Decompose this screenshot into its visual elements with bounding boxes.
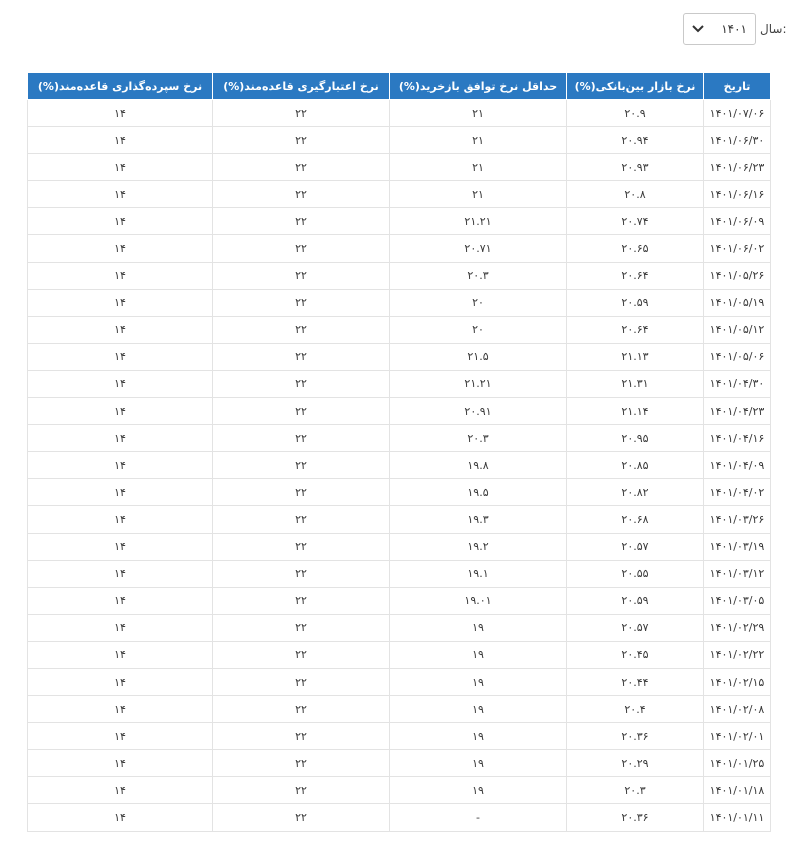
cell-interbank-rate: ۲۰.۷۴ <box>567 208 704 235</box>
cell-interbank-rate: ۲۰.۹۳ <box>567 154 704 181</box>
table-row <box>28 425 771 452</box>
cell-standing-credit-rate: ۲۲ <box>213 181 390 208</box>
cell-min-repo-rate: ۲۱ <box>390 154 567 181</box>
cell-standing-deposit-rate: ۱۴ <box>28 668 213 695</box>
cell-standing-credit-rate: ۲۲ <box>213 668 390 695</box>
year-select[interactable] <box>683 13 756 45</box>
cell-min-repo-rate: ۱۹.۸ <box>390 452 567 479</box>
cell-standing-credit-rate: ۲۲ <box>213 641 390 668</box>
cell-standing-credit-rate: ۲۲ <box>213 289 390 316</box>
cell-standing-deposit-rate: ۱۴ <box>28 235 213 262</box>
cell-min-repo-rate: ۱۹ <box>390 750 567 777</box>
cell-date: ۱۴۰۱/۰۳/۰۵ <box>704 587 771 614</box>
cell-standing-credit-rate: ۲۲ <box>213 479 390 506</box>
cell-min-repo-rate: ۱۹ <box>390 696 567 723</box>
cell-interbank-rate: ۲۰.۶۵ <box>567 235 704 262</box>
cell-date: ۱۴۰۱/۰۲/۰۱ <box>704 723 771 750</box>
cell-date: ۱۴۰۱/۰۶/۱۶ <box>704 181 771 208</box>
cell-standing-deposit-rate: ۱۴ <box>28 289 213 316</box>
cell-interbank-rate: ۲۰.۴ <box>567 696 704 723</box>
cell-date: ۱۴۰۱/۰۴/۰۲ <box>704 479 771 506</box>
cell-date: ۱۴۰۱/۰۳/۱۲ <box>704 560 771 587</box>
header-standing-deposit-rate[interactable]: نرخ سپرده‌گذاری قاعده‌مند(%) <box>28 73 213 100</box>
cell-standing-deposit-rate: ۱۴ <box>28 262 213 289</box>
cell-standing-credit-rate: ۲۲ <box>213 262 390 289</box>
cell-date: ۱۴۰۱/۰۶/۰۲ <box>704 235 771 262</box>
cell-date: ۱۴۰۱/۰۳/۱۹ <box>704 533 771 560</box>
table-row <box>28 723 771 750</box>
cell-standing-deposit-rate: ۱۴ <box>28 343 213 370</box>
cell-min-repo-rate: - <box>390 804 567 831</box>
header-date[interactable]: تاریخ <box>704 73 771 100</box>
table-row <box>28 587 771 614</box>
table-row <box>28 641 771 668</box>
cell-date: ۱۴۰۱/۰۶/۰۹ <box>704 208 771 235</box>
cell-date: ۱۴۰۱/۰۵/۱۹ <box>704 289 771 316</box>
cell-min-repo-rate: ۱۹ <box>390 668 567 695</box>
table-header-row <box>28 73 771 100</box>
year-select-value: ۱۴۰۱ <box>721 22 747 36</box>
table-row <box>28 181 771 208</box>
cell-min-repo-rate: ۲۱ <box>390 100 567 127</box>
cell-date: ۱۴۰۱/۰۲/۰۸ <box>704 696 771 723</box>
cell-date: ۱۴۰۱/۰۲/۲۹ <box>704 614 771 641</box>
table-row <box>28 750 771 777</box>
table-row <box>28 804 771 831</box>
cell-min-repo-rate: ۲۰.۳ <box>390 262 567 289</box>
table-row <box>28 370 771 397</box>
cell-standing-deposit-rate: ۱۴ <box>28 181 213 208</box>
cell-min-repo-rate: ۲۱.۵ <box>390 343 567 370</box>
cell-min-repo-rate: ۱۹.۵ <box>390 479 567 506</box>
rates-table <box>27 72 771 832</box>
table-row <box>28 696 771 723</box>
cell-standing-credit-rate: ۲۲ <box>213 316 390 343</box>
cell-min-repo-rate: ۲۰ <box>390 316 567 343</box>
cell-standing-deposit-rate: ۱۴ <box>28 696 213 723</box>
cell-standing-deposit-rate: ۱۴ <box>28 804 213 831</box>
table-row <box>28 506 771 533</box>
cell-standing-credit-rate: ۲۲ <box>213 343 390 370</box>
cell-min-repo-rate: ۲۰.۳ <box>390 425 567 452</box>
table-row <box>28 100 771 127</box>
cell-min-repo-rate: ۱۹ <box>390 641 567 668</box>
cell-date: ۱۴۰۱/۰۵/۲۶ <box>704 262 771 289</box>
table-row <box>28 533 771 560</box>
cell-interbank-rate: ۲۰.۵۵ <box>567 560 704 587</box>
cell-standing-deposit-rate: ۱۴ <box>28 154 213 181</box>
cell-interbank-rate: ۲۰.۶۴ <box>567 262 704 289</box>
cell-min-repo-rate: ۲۰.۷۱ <box>390 235 567 262</box>
cell-interbank-rate: ۲۰.۸۲ <box>567 479 704 506</box>
cell-min-repo-rate: ۱۹ <box>390 723 567 750</box>
cell-standing-deposit-rate: ۱۴ <box>28 479 213 506</box>
table-row <box>28 235 771 262</box>
cell-min-repo-rate: ۱۹.۰۱ <box>390 587 567 614</box>
table-row <box>28 479 771 506</box>
cell-min-repo-rate: ۱۹.۳ <box>390 506 567 533</box>
cell-interbank-rate: ۲۰.۵۷ <box>567 533 704 560</box>
cell-date: ۱۴۰۱/۰۶/۲۳ <box>704 154 771 181</box>
table-row <box>28 452 771 479</box>
cell-interbank-rate: ۲۰.۳۶ <box>567 723 704 750</box>
cell-standing-credit-rate: ۲۲ <box>213 777 390 804</box>
cell-standing-deposit-rate: ۱۴ <box>28 641 213 668</box>
table-row <box>28 127 771 154</box>
cell-standing-deposit-rate: ۱۴ <box>28 316 213 343</box>
cell-standing-credit-rate: ۲۲ <box>213 696 390 723</box>
cell-date: ۱۴۰۱/۰۴/۳۰ <box>704 370 771 397</box>
cell-standing-credit-rate: ۲۲ <box>213 723 390 750</box>
cell-min-repo-rate: ۲۱.۲۱ <box>390 208 567 235</box>
cell-date: ۱۴۰۱/۰۴/۲۳ <box>704 398 771 425</box>
cell-interbank-rate: ۲۱.۱۴ <box>567 398 704 425</box>
table-row <box>28 208 771 235</box>
cell-standing-deposit-rate: ۱۴ <box>28 208 213 235</box>
cell-interbank-rate: ۲۱.۱۳ <box>567 343 704 370</box>
cell-interbank-rate: ۲۰.۵۹ <box>567 289 704 316</box>
year-filter <box>683 12 786 46</box>
cell-standing-credit-rate: ۲۲ <box>213 506 390 533</box>
cell-date: ۱۴۰۱/۰۵/۱۲ <box>704 316 771 343</box>
cell-standing-credit-rate: ۲۲ <box>213 235 390 262</box>
cell-standing-deposit-rate: ۱۴ <box>28 533 213 560</box>
cell-date: ۱۴۰۱/۰۱/۱۱ <box>704 804 771 831</box>
cell-interbank-rate: ۲۰.۶۸ <box>567 506 704 533</box>
cell-date: ۱۴۰۱/۰۷/۰۶ <box>704 100 771 127</box>
cell-date: ۱۴۰۱/۰۱/۲۵ <box>704 750 771 777</box>
cell-standing-credit-rate: ۲۲ <box>213 425 390 452</box>
cell-interbank-rate: ۲۰.۸۵ <box>567 452 704 479</box>
cell-interbank-rate: ۲۰.۴۵ <box>567 641 704 668</box>
cell-min-repo-rate: ۲۱ <box>390 127 567 154</box>
cell-min-repo-rate: ۱۹.۱ <box>390 560 567 587</box>
cell-standing-deposit-rate: ۱۴ <box>28 560 213 587</box>
cell-interbank-rate: ۲۰.۴۴ <box>567 668 704 695</box>
table-row <box>28 668 771 695</box>
cell-interbank-rate: ۲۰.۹۴ <box>567 127 704 154</box>
table-row <box>28 289 771 316</box>
cell-min-repo-rate: ۱۹.۲ <box>390 533 567 560</box>
cell-standing-credit-rate: ۲۲ <box>213 614 390 641</box>
cell-min-repo-rate: ۱۹ <box>390 614 567 641</box>
cell-date: ۱۴۰۱/۰۲/۲۲ <box>704 641 771 668</box>
cell-standing-deposit-rate: ۱۴ <box>28 723 213 750</box>
cell-date: ۱۴۰۱/۰۴/۰۹ <box>704 452 771 479</box>
header-interbank-rate[interactable]: نرخ بازار بین‌بانکی(%) <box>567 73 704 100</box>
chevron-down-icon <box>692 25 704 33</box>
cell-standing-credit-rate: ۲۲ <box>213 154 390 181</box>
cell-interbank-rate: ۲۰.۳۶ <box>567 804 704 831</box>
cell-standing-deposit-rate: ۱۴ <box>28 370 213 397</box>
table-row <box>28 398 771 425</box>
cell-date: ۱۴۰۱/۰۳/۲۶ <box>704 506 771 533</box>
table-row <box>28 316 771 343</box>
cell-standing-deposit-rate: ۱۴ <box>28 425 213 452</box>
year-label: سال: <box>760 22 787 36</box>
cell-date: ۱۴۰۱/۰۲/۱۵ <box>704 668 771 695</box>
cell-min-repo-rate: ۲۱ <box>390 181 567 208</box>
cell-interbank-rate: ۲۰.۶۴ <box>567 316 704 343</box>
header-min-repo-rate[interactable]: حداقل نرخ توافق بازخرید(%) <box>390 73 567 100</box>
cell-standing-deposit-rate: ۱۴ <box>28 127 213 154</box>
cell-standing-deposit-rate: ۱۴ <box>28 750 213 777</box>
table-row <box>28 154 771 181</box>
cell-standing-credit-rate: ۲۲ <box>213 398 390 425</box>
cell-standing-deposit-rate: ۱۴ <box>28 452 213 479</box>
table-row <box>28 614 771 641</box>
table-body <box>28 100 771 832</box>
cell-interbank-rate: ۲۰.۵۹ <box>567 587 704 614</box>
table-row <box>28 777 771 804</box>
cell-interbank-rate: ۲۰.۹ <box>567 100 704 127</box>
cell-standing-deposit-rate: ۱۴ <box>28 587 213 614</box>
cell-standing-credit-rate: ۲۲ <box>213 452 390 479</box>
cell-standing-credit-rate: ۲۲ <box>213 208 390 235</box>
table-row <box>28 560 771 587</box>
cell-standing-deposit-rate: ۱۴ <box>28 398 213 425</box>
cell-date: ۱۴۰۱/۰۱/۱۸ <box>704 777 771 804</box>
cell-standing-credit-rate: ۲۲ <box>213 370 390 397</box>
cell-standing-credit-rate: ۲۲ <box>213 587 390 614</box>
cell-standing-credit-rate: ۲۲ <box>213 100 390 127</box>
cell-standing-credit-rate: ۲۲ <box>213 533 390 560</box>
cell-date: ۱۴۰۱/۰۶/۳۰ <box>704 127 771 154</box>
cell-interbank-rate: ۲۰.۲۹ <box>567 750 704 777</box>
cell-interbank-rate: ۲۰.۳ <box>567 777 704 804</box>
cell-standing-credit-rate: ۲۲ <box>213 127 390 154</box>
cell-min-repo-rate: ۲۰ <box>390 289 567 316</box>
cell-date: ۱۴۰۱/۰۵/۰۶ <box>704 343 771 370</box>
cell-standing-credit-rate: ۲۲ <box>213 560 390 587</box>
header-standing-credit-rate[interactable]: نرخ اعتبارگیری قاعده‌مند(%) <box>213 73 390 100</box>
table-row <box>28 262 771 289</box>
cell-standing-deposit-rate: ۱۴ <box>28 100 213 127</box>
cell-interbank-rate: ۲۱.۳۱ <box>567 370 704 397</box>
cell-standing-deposit-rate: ۱۴ <box>28 777 213 804</box>
cell-interbank-rate: ۲۰.۸ <box>567 181 704 208</box>
cell-min-repo-rate: ۱۹ <box>390 777 567 804</box>
cell-min-repo-rate: ۲۰.۹۱ <box>390 398 567 425</box>
cell-date: ۱۴۰۱/۰۴/۱۶ <box>704 425 771 452</box>
cell-standing-deposit-rate: ۱۴ <box>28 614 213 641</box>
cell-standing-credit-rate: ۲۲ <box>213 750 390 777</box>
cell-interbank-rate: ۲۰.۹۵ <box>567 425 704 452</box>
table-row <box>28 343 771 370</box>
cell-standing-deposit-rate: ۱۴ <box>28 506 213 533</box>
cell-interbank-rate: ۲۰.۵۷ <box>567 614 704 641</box>
cell-min-repo-rate: ۲۱.۲۱ <box>390 370 567 397</box>
cell-standing-credit-rate: ۲۲ <box>213 804 390 831</box>
